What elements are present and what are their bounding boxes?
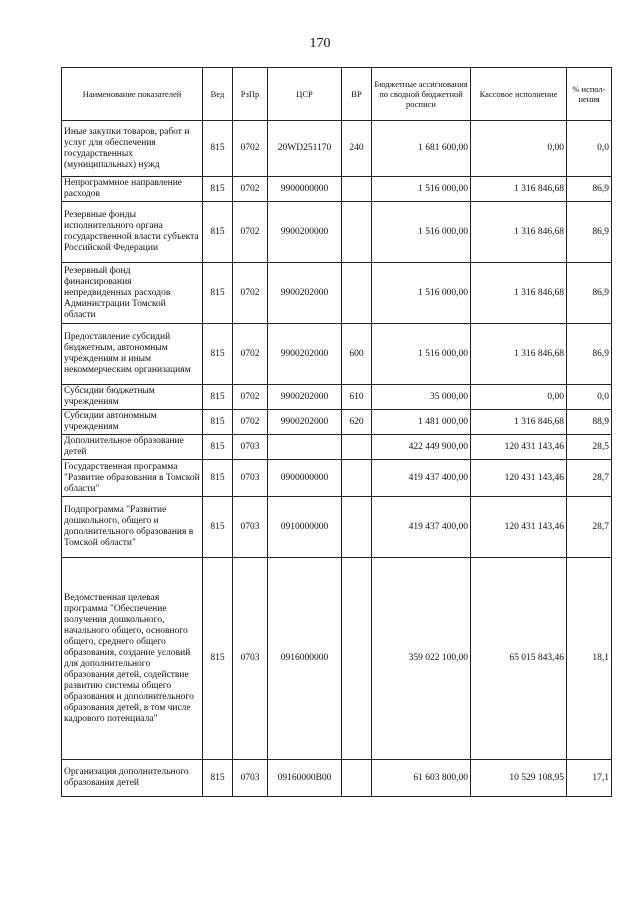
cell-name: Государственная программа "Развитие образования в Томской области" (62, 460, 203, 497)
cell-ved: 815 (203, 497, 233, 558)
cell-pct: 86,9 (567, 324, 612, 385)
cell-assign: 1 481 000,00 (372, 410, 471, 435)
cell-rzpr: 0703 (233, 497, 268, 558)
cell-pct: 86,9 (567, 202, 612, 263)
cell-vr: 600 (342, 324, 372, 385)
cell-rzpr: 0702 (233, 177, 268, 202)
cell-vr (342, 177, 372, 202)
cell-exec: 10 529 108,95 (471, 760, 567, 797)
table-row (62, 497, 612, 558)
table-header-row (62, 68, 612, 121)
cell-pct: 0,0 (567, 121, 612, 177)
cell-assign: 419 437 400,00 (372, 497, 471, 558)
cell-csr: 20WD251170 (268, 121, 342, 177)
cell-rzpr: 0702 (233, 121, 268, 177)
cell-ved: 815 (203, 324, 233, 385)
cell-assign: 1 516 000,00 (372, 324, 471, 385)
cell-ved: 815 (203, 202, 233, 263)
cell-ved: 815 (203, 460, 233, 497)
cell-exec: 120 431 143,46 (471, 497, 567, 558)
cell-ved: 815 (203, 385, 233, 410)
cell-assign: 422 449 900,00 (372, 435, 471, 460)
table-row (62, 263, 612, 324)
header-vr: ВР (342, 68, 372, 121)
cell-assign: 1 516 000,00 (372, 202, 471, 263)
cell-csr (268, 435, 342, 460)
cell-pct: 86,9 (567, 177, 612, 202)
cell-rzpr: 0702 (233, 410, 268, 435)
cell-exec: 1 316 846,68 (471, 202, 567, 263)
cell-pct: 28,7 (567, 497, 612, 558)
cell-exec: 120 431 143,46 (471, 460, 567, 497)
cell-assign: 359 022 100,00 (372, 558, 471, 760)
header-rzpr: РзПр (233, 68, 268, 121)
cell-vr (342, 760, 372, 797)
cell-csr: 9900202000 (268, 410, 342, 435)
cell-exec: 1 316 846,68 (471, 324, 567, 385)
cell-exec: 120 431 143,46 (471, 435, 567, 460)
header-percent: % испол-нения (567, 68, 612, 121)
cell-ved: 815 (203, 435, 233, 460)
cell-assign: 61 603 800,00 (372, 760, 471, 797)
cell-assign: 419 437 400,00 (372, 460, 471, 497)
page-number: 170 (309, 36, 331, 51)
header-ved: Вед (203, 68, 233, 121)
cell-vr (342, 558, 372, 760)
table-row (62, 177, 612, 202)
cell-vr (342, 460, 372, 497)
table-row (62, 760, 612, 797)
cell-exec: 1 316 846,68 (471, 263, 567, 324)
cell-rzpr: 0703 (233, 558, 268, 760)
cell-name: Субсидии бюджетным учреждениям (62, 385, 203, 410)
table-row (62, 385, 612, 410)
cell-rzpr: 0702 (233, 385, 268, 410)
cell-vr (342, 497, 372, 558)
cell-ved: 815 (203, 263, 233, 324)
cell-vr (342, 263, 372, 324)
cell-vr: 610 (342, 385, 372, 410)
cell-pct: 17,1 (567, 760, 612, 797)
cell-ved: 815 (203, 760, 233, 797)
cell-csr: 0916000000 (268, 558, 342, 760)
cell-exec: 0,00 (471, 121, 567, 177)
cell-pct: 28,7 (567, 460, 612, 497)
cell-csr: 0900000000 (268, 460, 342, 497)
cell-csr: 9900202000 (268, 385, 342, 410)
header-csr: ЦСР (268, 68, 342, 121)
cell-rzpr: 0702 (233, 263, 268, 324)
table-row (62, 435, 612, 460)
cell-assign: 1 681 600,00 (372, 121, 471, 177)
cell-ved: 815 (203, 558, 233, 760)
cell-name: Субсидии автономным учреждениям (62, 410, 203, 435)
table-row (62, 558, 612, 760)
cell-pct: 28,5 (567, 435, 612, 460)
header-name: Наименование показателей (62, 68, 203, 121)
budget-table (61, 67, 612, 797)
table-row (62, 460, 612, 497)
cell-name: Резервные фонды исполнительного органа государственной власти субъекта Российской Федерации (62, 202, 203, 263)
cell-exec: 0,00 (471, 385, 567, 410)
cell-assign: 1 516 000,00 (372, 263, 471, 324)
cell-rzpr: 0703 (233, 435, 268, 460)
cell-name: Непрограммное направление расходов (62, 177, 203, 202)
cell-rzpr: 0702 (233, 202, 268, 263)
cell-ved: 815 (203, 177, 233, 202)
cell-vr: 240 (342, 121, 372, 177)
cell-csr: 9900200000 (268, 202, 342, 263)
header-cash-execution: Кассовое исполнение (471, 68, 567, 121)
cell-csr: 09160000В00 (268, 760, 342, 797)
cell-rzpr: 0702 (233, 324, 268, 385)
cell-rzpr: 0703 (233, 460, 268, 497)
cell-assign: 1 516 000,00 (372, 177, 471, 202)
cell-csr: 9900202000 (268, 263, 342, 324)
cell-ved: 815 (203, 121, 233, 177)
cell-vr (342, 435, 372, 460)
cell-pct: 88,9 (567, 410, 612, 435)
cell-name: Предоставление субсидий бюджетным, автономным учреждениям и иным некоммерческим организациям (62, 324, 203, 385)
cell-name: Резервный фонд финансирования непредвиденных расходов Администрации Томской области (62, 263, 203, 324)
header-assignments: Бюджетные ассигнования по сводной бюджетной росписи (372, 68, 471, 121)
cell-name: Подпрограмма "Развитие дошкольного, общего и дополнительного образования в Томской области" (62, 497, 203, 558)
cell-ved: 815 (203, 410, 233, 435)
cell-exec: 1 316 846,68 (471, 177, 567, 202)
table-row (62, 324, 612, 385)
cell-exec: 65 015 843,46 (471, 558, 567, 760)
cell-csr: 9900202000 (268, 324, 342, 385)
cell-name: Дополнительное образование детей (62, 435, 203, 460)
cell-rzpr: 0703 (233, 760, 268, 797)
cell-csr: 9900000000 (268, 177, 342, 202)
table-row (62, 410, 612, 435)
cell-exec: 1 316 846,68 (471, 410, 567, 435)
cell-csr: 0910000000 (268, 497, 342, 558)
cell-name: Ведомственная целевая программа "Обеспечение получения дошкольного, начального общего, основного общего, среднего общего образования, создание условий для дополнительного образования детей, содействие развитию системы общего образования и дополнительного образования детей, в том числе кадрового потенциала" (62, 558, 203, 760)
cell-pct: 86,9 (567, 263, 612, 324)
table-row (62, 121, 612, 177)
cell-vr (342, 202, 372, 263)
table-row (62, 202, 612, 263)
cell-name: Организация дополнительного образования детей (62, 760, 203, 797)
cell-pct: 18,1 (567, 558, 612, 760)
cell-vr: 620 (342, 410, 372, 435)
cell-name: Иные закупки товаров, работ и услуг для обеспечения государственных (муниципальных) нужд (62, 121, 203, 177)
cell-assign: 35 000,00 (372, 385, 471, 410)
cell-pct: 0,0 (567, 385, 612, 410)
